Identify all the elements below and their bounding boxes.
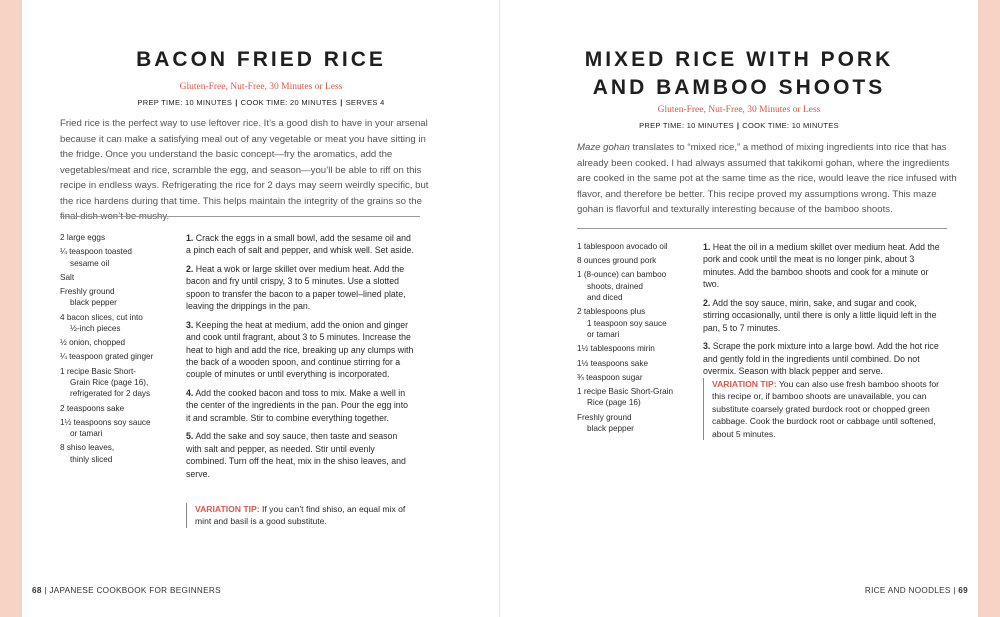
tip-label: VARIATION TIP: bbox=[195, 504, 260, 514]
ingredient-text: ¾ teaspoon sugar bbox=[577, 372, 643, 382]
ingredient-item bbox=[577, 412, 695, 435]
ingredient-text: Freshly ground bbox=[577, 412, 632, 422]
recipe-intro bbox=[577, 140, 961, 218]
method-step bbox=[186, 387, 414, 424]
variation-tip bbox=[703, 378, 943, 440]
ingredient-text: 1 recipe Basic Short-Grain bbox=[577, 387, 674, 397]
tip-label: VARIATION TIP: bbox=[712, 379, 777, 389]
ingredient-text: 4 bacon slices, cut into bbox=[60, 312, 143, 322]
prep-time: PREP TIME: 10 MINUTES bbox=[137, 98, 233, 107]
ingredient-item bbox=[60, 337, 170, 348]
ingredient-continuation: Grain Rice (page 16), bbox=[70, 378, 149, 388]
recipe-tags: Gluten-Free, Nut-Free, 30 Minutes or Less bbox=[657, 105, 821, 115]
footer-separator: | bbox=[953, 586, 956, 595]
page-edge-left bbox=[0, 0, 22, 617]
method-steps bbox=[186, 232, 414, 486]
step-number: 3. bbox=[186, 319, 194, 330]
page-number: 68 bbox=[32, 586, 42, 595]
ingredient-continuation: and diced bbox=[587, 293, 623, 303]
ingredient-text: 2 teaspoons sake bbox=[60, 403, 125, 413]
ingredient-text: 8 shiso leaves, bbox=[60, 443, 115, 453]
tip-text: If you can’t find shiso, an equal mix of mint and basil is a good substitute. bbox=[195, 504, 406, 527]
step-number: 1. bbox=[703, 242, 711, 252]
step-text: Crack the eggs in a small bowl, add the sesame oil and a pinch each of salt and pepper, and whisk well. Set aside. bbox=[186, 233, 414, 256]
right-footer bbox=[865, 586, 968, 595]
ingredient-continuation: 1 teaspoon soy sauce bbox=[587, 318, 667, 328]
ingredient-continuation: refrigerated for 2 days bbox=[70, 389, 151, 399]
ingredient-continuation: Rice (page 16) bbox=[587, 398, 641, 408]
ingredient-item bbox=[60, 272, 170, 283]
method-step bbox=[186, 232, 414, 257]
ingredient-text: 1 tablespoon avocado oil bbox=[577, 242, 668, 251]
ingredient-continuation: sesame oil bbox=[70, 258, 110, 268]
footer-separator: | bbox=[44, 586, 47, 595]
title-line-1: MIXED RICE WITH PORK bbox=[584, 48, 894, 71]
ingredient-item bbox=[60, 442, 170, 465]
method-step bbox=[703, 340, 945, 377]
right-page bbox=[500, 0, 978, 617]
step-text: Add the soy sauce, mirin, sake, and sugar and cook, stirring occasionally, until there is only a little liquid left in the pan, 5 to 7 minutes. bbox=[703, 297, 937, 333]
ingredient-item bbox=[577, 241, 695, 252]
recipe-times: PREP TIME: 10 MINUTES | COOK TIME: 20 MINUTES | SERVES 4 bbox=[137, 98, 385, 107]
recipe-times: PREP TIME: 10 MINUTES | COOK TIME: 10 MINUTES bbox=[639, 121, 839, 130]
ingredient-item bbox=[577, 358, 695, 369]
ingredient-item bbox=[60, 232, 170, 243]
step-text: Heat the oil in a medium skillet over medium heat. Add the pork and cook until the meat is no longer pink, about 3 minutes. Add the bamboo shoots and cook for a minute or two. bbox=[703, 242, 940, 290]
ingredient-item bbox=[577, 255, 695, 266]
ingredient-item bbox=[60, 417, 170, 440]
book-title: JAPANESE COOKBOOK FOR BEGINNERS bbox=[49, 586, 221, 595]
step-number: 1. bbox=[186, 233, 194, 243]
ingredient-item bbox=[577, 386, 695, 409]
chapter-title: RICE AND NOODLES bbox=[864, 586, 951, 595]
ingredient-text: 1½ tablespoons mirin bbox=[577, 344, 655, 354]
page-edge-right bbox=[978, 0, 1000, 617]
cook-time: COOK TIME: 20 MINUTES bbox=[240, 98, 338, 107]
tip-text: You can also use fresh bamboo shoots for this recipe or, if bamboo shoots are unavailable, you can substitute coarsely grated burdock root or chopped green cabbage. Cook the burdock root or cabbage until softened, about 5 minutes. bbox=[712, 379, 940, 439]
step-text: Keeping the heat at medium, add the onion and ginger and cook until fragrant, about 3 to 5 minutes. Increase the heat to high and add the rice, breaking up any clumps with the back of a wooden spoon, and continue stirring for a couple of minutes or until everything is incorporated. bbox=[186, 319, 414, 380]
method-step bbox=[186, 430, 414, 480]
recipe-title: BACON FRIED RICE bbox=[136, 48, 386, 71]
step-text: Heat a wok or large skillet over medium heat. Add the bacon and fry until crispy, 3 to 5 minutes. Use a slotted spoon to transfer the bacon to a paper towel–lined plate, leaving the drippings in the pan. bbox=[186, 264, 406, 312]
ingredient-item bbox=[577, 269, 695, 303]
intro-emphasis: Maze gohan bbox=[577, 142, 630, 153]
ingredient-item bbox=[577, 306, 695, 340]
ingredient-item bbox=[577, 372, 695, 383]
prep-time: PREP TIME: 10 MINUTES bbox=[639, 121, 734, 130]
method-step bbox=[703, 241, 945, 291]
ingredient-text: 2 tablespoons plus bbox=[577, 307, 646, 317]
ingredient-item bbox=[60, 403, 170, 414]
recipe-title bbox=[500, 46, 978, 102]
method-step bbox=[703, 297, 945, 334]
method-steps bbox=[703, 241, 945, 384]
step-text: Add the cooked bacon and toss to mix. Make a well in the center of the ingredients in the pan. Pour the egg into it and scramble. Stir to combine everything together. bbox=[186, 388, 409, 423]
left-page bbox=[22, 0, 500, 617]
ingredient-text: ¼ teaspoon toasted bbox=[60, 247, 132, 257]
page-number: 69 bbox=[958, 586, 968, 595]
ingredient-item bbox=[60, 286, 170, 309]
ingredient-item bbox=[60, 351, 170, 362]
ingredient-list bbox=[577, 241, 695, 437]
ingredient-continuation: ½-inch pieces bbox=[70, 324, 121, 334]
ingredient-text: 8 ounces ground pork bbox=[577, 256, 657, 266]
divider bbox=[577, 228, 947, 229]
ingredient-item bbox=[60, 366, 170, 400]
ingredient-item bbox=[60, 246, 170, 269]
servings: SERVES 4 bbox=[345, 98, 385, 107]
step-number: 4. bbox=[186, 388, 194, 399]
ingredient-continuation: shoots, drained bbox=[587, 281, 643, 291]
ingredient-text: 1½ teaspoons sake bbox=[577, 358, 649, 368]
ingredient-continuation: or tamari bbox=[70, 429, 103, 439]
step-number: 2. bbox=[186, 264, 194, 274]
step-text: Add the sake and soy sauce, then taste and season with salt and pepper, as needed. Stir until evenly combined. Turn off the heat, mix in the shiso leaves, and serve. bbox=[186, 431, 406, 479]
ingredient-text: 2 large eggs bbox=[60, 233, 106, 242]
intro-text: translates to “mixed rice,” a method of mixing ingredients into rice that has already been cooked. I had always assumed that takikomi gohan, where the ingredients are cooked in the same pot at the same time as the rice, would leave the rice infused with flavor, and therefore be better. This recipe proved my assumptions wrong. This maze gohan is flavorful and texturally interesting because of the bamboo shoots. bbox=[577, 142, 957, 215]
method-step bbox=[186, 319, 414, 381]
title-line-2: AND BAMBOO SHOOTS bbox=[592, 76, 886, 99]
ingredient-item bbox=[577, 343, 695, 354]
method-step bbox=[186, 263, 414, 313]
divider bbox=[60, 216, 420, 217]
ingredient-text: Salt bbox=[60, 272, 75, 282]
cook-time: COOK TIME: 10 MINUTES bbox=[742, 121, 839, 130]
ingredient-text: Freshly ground bbox=[60, 287, 115, 297]
ingredient-continuation: or tamari bbox=[587, 330, 620, 340]
ingredient-text: ¼ teaspoon grated ginger bbox=[60, 352, 154, 362]
ingredient-text: 1 recipe Basic Short- bbox=[60, 366, 136, 376]
ingredient-continuation: thinly sliced bbox=[70, 454, 113, 464]
ingredient-continuation: black pepper bbox=[70, 298, 117, 308]
step-number: 5. bbox=[186, 431, 194, 442]
step-text: Scrape the pork mixture into a large bowl. Add the hot rice and gently fold in the ingredients until combined. Do not overmix. Season with black pepper and serve. bbox=[703, 341, 939, 377]
recipe-tags: Gluten-Free, Nut-Free, 30 Minutes or Less bbox=[179, 82, 343, 92]
ingredient-text: 1 (8-ounce) can bamboo bbox=[577, 270, 667, 280]
left-footer bbox=[32, 586, 221, 595]
ingredient-text: 1½ teaspoons soy sauce bbox=[60, 417, 151, 427]
step-number: 3. bbox=[703, 341, 711, 352]
ingredient-list bbox=[60, 232, 170, 468]
ingredient-text: ½ onion, chopped bbox=[60, 338, 126, 348]
variation-tip bbox=[186, 503, 412, 528]
ingredient-continuation: black pepper bbox=[587, 424, 634, 434]
ingredient-item bbox=[60, 312, 170, 335]
step-number: 2. bbox=[703, 297, 711, 308]
recipe-intro: Fried rice is the perfect way to use leftover rice. It’s a good dish to have in your arsenal because it can make a satisfying meal out of any vegetable or meat you have sitting in the fridge. Once you understand the basic concept—fry the aromatics, add the vegetables/meat and rice, scramble the egg, and season—you’ll be able to riff on this recipe in endless ways. Refrigerating the rice for 2 days may seem weirdly specific, but the rice hardens during that time. This helps maintain the integrity of the grains so the bbox=[60, 118, 429, 207]
